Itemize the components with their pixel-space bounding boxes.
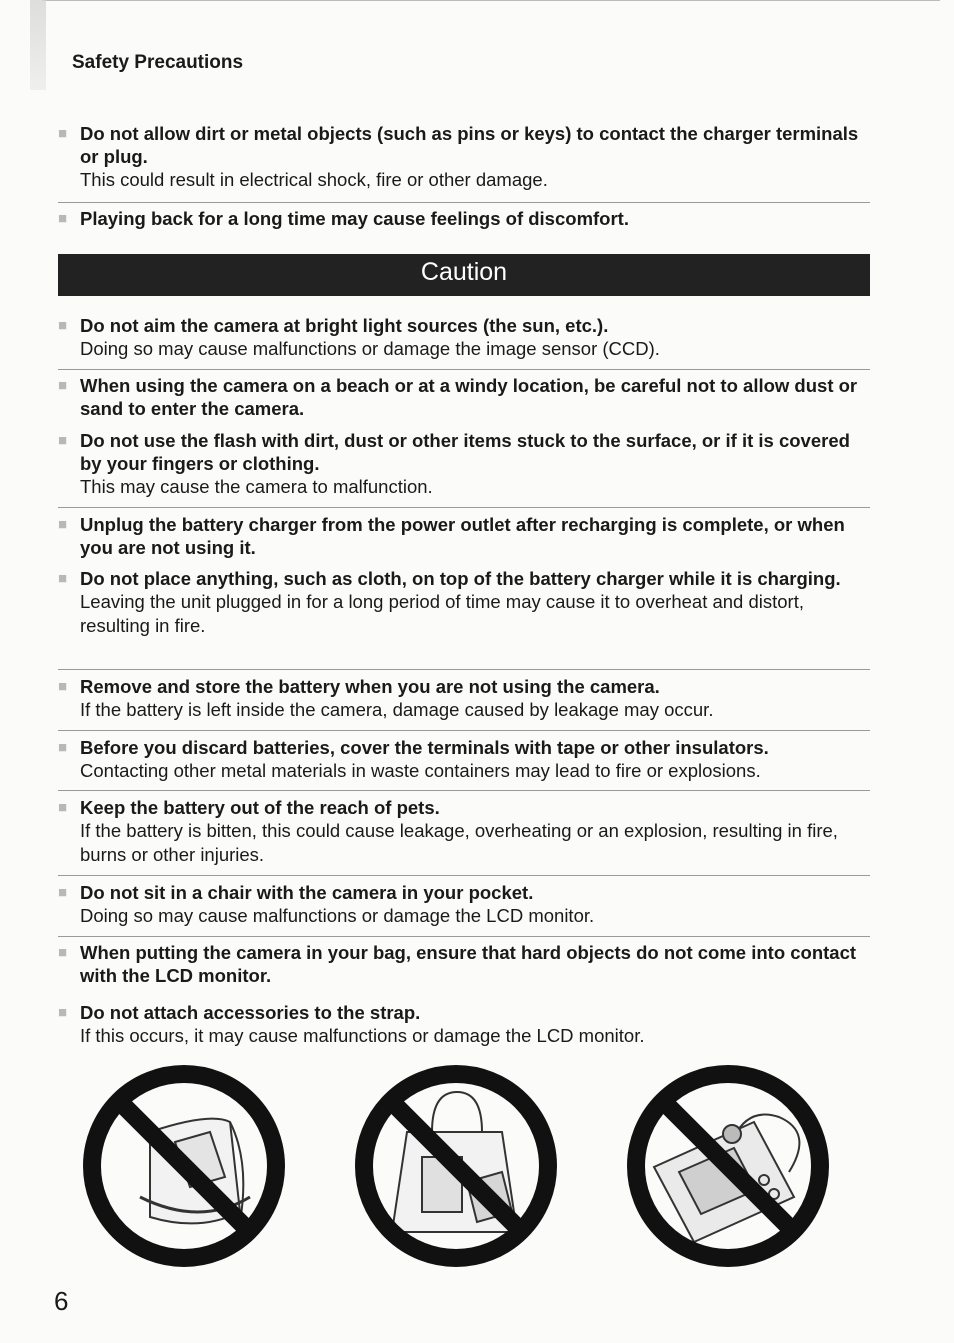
item-body: This could result in electrical shock, fire or other damage. [80, 169, 548, 190]
caution-item: ■ Do not attach accessories to the strap. If this occurs, it may cause malfunctions or damage the LCD monitor. [58, 1001, 870, 1048]
item-body: This may cause the camera to malfunction. [80, 476, 433, 497]
page-number: 6 [54, 1286, 69, 1316]
caution-item: ■ Do not place anything, such as cloth, on top of the battery charger while it is charging. Leaving the unit plugged in for a long period of time may cause it to overheat and distort, resulting in fire. [58, 567, 870, 638]
item-heading: Do not place anything, such as cloth, on top of the battery charger while it is charging. [80, 568, 841, 589]
caution-item: ■ When putting the camera in your bag, ensure that hard objects do not come into contact with the LCD monitor. [58, 941, 870, 987]
item-heading: Playing back for a long time may cause feelings of discomfort. [80, 208, 629, 229]
item-heading: When putting the camera in your bag, ensure that hard objects do not come into contact with the LCD monitor. [80, 942, 857, 986]
item-body: If the battery is left inside the camera, damage caused by leakage may occur. [80, 699, 714, 720]
caution-banner [58, 254, 870, 296]
caution-item: ■ When using the camera on a beach or at a windy location, be careful not to allow dust or sand to enter the camera. [58, 374, 870, 420]
divider [58, 669, 870, 670]
caution-title: Caution [420, 258, 508, 286]
divider [58, 369, 870, 370]
caution-item: ■ Keep the battery out of the reach of pets. If the battery is bitten, this could cause leakage, overheating or an explosion, resulting in fire, burns or other injuries. [58, 796, 870, 867]
caution-item: ■ Before you discard batteries, cover the terminals with tape or other insulators. Contacting other metal materials in waste containers may lead to fire or explosions. [58, 736, 870, 783]
item-heading: Do not use the flash with dirt, dust or other items stuck to the surface, or if it is covered by your fingers or clothing. [80, 430, 850, 474]
divider [58, 790, 870, 791]
caution-item: ■ Do not aim the camera at bright light sources (the sun, etc.). Doing so may cause malfunctions or damage the image sensor (CCD). [58, 314, 870, 361]
item-heading: Do not sit in a chair with the camera in your pocket. [80, 882, 534, 903]
item-body: Doing so may cause malfunctions or damage the LCD monitor. [80, 905, 595, 926]
item-heading: Do not allow dirt or metal objects (such as pins or keys) to contact the charger terminals or plug. [80, 123, 859, 167]
item-heading: Do not attach accessories to the strap. [80, 1002, 421, 1023]
caution-item: ■ Do not use the flash with dirt, dust or other items stuck to the surface, or if it is covered by your fingers or clothing. This may cause the camera to malfunction. [58, 429, 870, 499]
no-camera-in-pocket-icon [80, 1062, 288, 1270]
item-body: Contacting other metal materials in waste containers may lead to fire or explosions. [80, 760, 761, 781]
item-heading: Before you discard batteries, cover the terminals with tape or other insulators. [80, 737, 769, 758]
caution-item: ■ Do not sit in a chair with the camera in your pocket. Doing so may cause malfunctions or damage the LCD monitor. [58, 881, 870, 928]
item-body: Leaving the unit plugged in for a long period of time may cause it to overheat and distort, resulting in fire. [80, 591, 805, 636]
item-body: If this occurs, it may cause malfunctions or damage the LCD monitor. [80, 1025, 645, 1046]
divider [58, 875, 870, 876]
no-accessories-on-strap-icon [624, 1062, 832, 1270]
item-body: If the battery is bitten, this could cause leakage, overheating or an explosion, resulting in fire, burns or other injuries. [80, 820, 838, 865]
caution-item: ■ Unplug the battery charger from the power outlet after recharging is complete, or when you are not using it. [58, 513, 870, 559]
divider [58, 730, 870, 731]
item-heading: When using the camera on a beach or at a windy location, be careful not to allow dust or sand to enter the camera. [80, 375, 858, 419]
side-index-tab [30, 0, 46, 90]
divider [58, 507, 870, 508]
no-hard-objects-in-bag-icon [352, 1062, 560, 1270]
section-title: Safety Precautions [72, 52, 244, 73]
caution-item: ■ Remove and store the battery when you are not using the camera. If the battery is left inside the camera, damage caused by leakage may occur. [58, 675, 870, 722]
item-heading: Remove and store the battery when you are not using the camera. [80, 676, 660, 697]
item-heading: Do not aim the camera at bright light sources (the sun, etc.). [80, 315, 609, 336]
divider [58, 936, 870, 937]
item-body: Doing so may cause malfunctions or damage the image sensor (CCD). [80, 338, 660, 359]
top-rule [42, 0, 940, 1]
warning-item: ■ Do not allow dirt or metal objects (such as pins or keys) to contact the charger terminals or plug. This could result in electrical shock, fire or other damage. [58, 122, 870, 192]
item-heading: Keep the battery out of the reach of pets. [80, 797, 440, 818]
divider [58, 202, 870, 203]
warning-item: ■ Playing back for a long time may cause feelings of discomfort. [58, 207, 870, 230]
item-heading: Unplug the battery charger from the power outlet after recharging is complete, or when you are not using it. [80, 514, 845, 558]
